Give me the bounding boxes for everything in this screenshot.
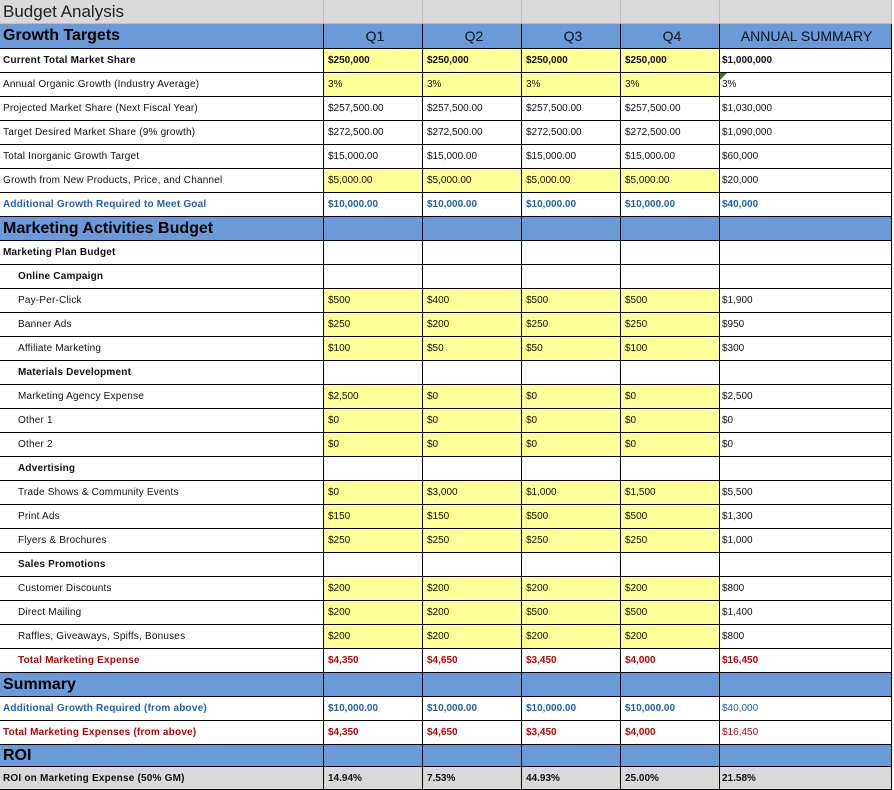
cell-q4[interactable]: $200	[621, 577, 720, 601]
cell-q1[interactable]: $250	[324, 313, 423, 337]
row-label[interactable]: Marketing Plan Budget	[0, 241, 324, 265]
cell-q2[interactable]: $200	[423, 313, 522, 337]
row-label[interactable]: Total Marketing Expense	[0, 649, 324, 673]
cell-q4[interactable]: $272,500.00	[621, 121, 720, 145]
blank-cell[interactable]	[522, 265, 621, 289]
row-label[interactable]: Materials Development	[0, 361, 324, 385]
table-row	[0, 505, 894, 529]
cell-q4[interactable]: $250,000	[621, 49, 720, 73]
cell-summary[interactable]: $0	[720, 409, 892, 433]
cell-q3[interactable]: $250	[522, 313, 621, 337]
blank-cell[interactable]	[720, 673, 892, 697]
cell-q4[interactable]: $4,000	[621, 649, 720, 673]
cell-summary[interactable]: $950	[720, 313, 892, 337]
growth-targets-section-label[interactable]: Growth Targets	[0, 24, 324, 49]
cell-q1[interactable]: $2,500	[324, 385, 423, 409]
row-label[interactable]: Affiliate Marketing	[0, 337, 324, 361]
cell-summary[interactable]: $800	[720, 577, 892, 601]
table-row	[0, 289, 894, 313]
blank-cell[interactable]	[522, 217, 621, 241]
row-label[interactable]: Flyers & Brochures	[0, 529, 324, 553]
row-label[interactable]: Growth from New Products, Price, and Channel	[0, 169, 324, 193]
title-blank-summary[interactable]	[720, 0, 892, 24]
blank-cell[interactable]	[324, 217, 423, 241]
cell-q2[interactable]: $3,000	[423, 481, 522, 505]
row-label[interactable]: Banner Ads	[0, 313, 324, 337]
summary-section-label[interactable]: Summary	[0, 673, 324, 697]
table-row	[0, 337, 894, 361]
cell-q4[interactable]: $500	[621, 289, 720, 313]
cell-q4[interactable]: $10,000.00	[621, 193, 720, 217]
cell-q2[interactable]: $250	[423, 529, 522, 553]
cell-q3[interactable]: $0	[522, 409, 621, 433]
cell-q2[interactable]: $150	[423, 505, 522, 529]
cell-q4[interactable]: $250	[621, 529, 720, 553]
cell-q3[interactable]: $500	[522, 505, 621, 529]
blank-cell[interactable]	[621, 553, 720, 577]
cell-summary[interactable]: $800	[720, 625, 892, 649]
blank-cell[interactable]	[720, 217, 892, 241]
cell-q3[interactable]: $15,000.00	[522, 145, 621, 169]
table-row	[0, 121, 894, 145]
blank-cell[interactable]	[621, 457, 720, 481]
table-row	[0, 457, 894, 481]
cell-q3[interactable]: $200	[522, 577, 621, 601]
table-row	[0, 97, 894, 121]
cell-q2[interactable]: $200	[423, 577, 522, 601]
cell-q4[interactable]: $500	[621, 601, 720, 625]
blank-cell[interactable]	[522, 241, 621, 265]
cell-q4[interactable]: $15,000.00	[621, 145, 720, 169]
blank-cell[interactable]	[720, 457, 892, 481]
blank-cell[interactable]	[423, 217, 522, 241]
marketing-section-header-row	[0, 217, 894, 241]
cell-summary[interactable]	[720, 73, 892, 97]
blank-cell[interactable]	[324, 745, 423, 767]
table-row	[0, 409, 894, 433]
cell-q3[interactable]: $10,000.00	[522, 697, 621, 721]
cell-q3[interactable]: $3,450	[522, 721, 621, 745]
cell-summary[interactable]: 21.58%	[720, 767, 892, 790]
blank-cell[interactable]	[423, 745, 522, 767]
blank-cell[interactable]	[423, 265, 522, 289]
table-row	[0, 577, 894, 601]
blank-cell[interactable]	[423, 361, 522, 385]
table-row	[0, 49, 894, 73]
blank-cell[interactable]	[522, 553, 621, 577]
row-label[interactable]: Target Desired Market Share (9% growth)	[0, 121, 324, 145]
row-label[interactable]: Total Inorganic Growth Target	[0, 145, 324, 169]
cell-q4[interactable]: $0	[621, 433, 720, 457]
cell-q2[interactable]: $200	[423, 601, 522, 625]
row-label[interactable]: Sales Promotions	[0, 553, 324, 577]
cell-summary[interactable]: $1,030,000	[720, 97, 892, 121]
cell-summary[interactable]: $0	[720, 433, 892, 457]
blank-cell[interactable]	[423, 457, 522, 481]
cell-q1[interactable]: 3%	[324, 73, 423, 97]
cell-q3[interactable]: $200	[522, 625, 621, 649]
cell-q3[interactable]: $3,450	[522, 649, 621, 673]
cell-q4[interactable]: $0	[621, 409, 720, 433]
cell-q4[interactable]: $4,000	[621, 721, 720, 745]
cell-q4[interactable]: $1,500	[621, 481, 720, 505]
table-row	[0, 767, 894, 790]
blank-cell[interactable]	[720, 745, 892, 767]
blank-cell[interactable]	[522, 673, 621, 697]
sheet-title[interactable]: Budget Analysis	[0, 0, 324, 24]
cell-q3[interactable]: $10,000.00	[522, 193, 621, 217]
blank-cell[interactable]	[720, 265, 892, 289]
cell-q2[interactable]: $200	[423, 625, 522, 649]
blank-cell[interactable]	[621, 217, 720, 241]
cell-summary[interactable]: $1,000	[720, 529, 892, 553]
table-row	[0, 721, 894, 745]
cell-q2[interactable]: $257,500.00	[423, 97, 522, 121]
cell-q4[interactable]: $500	[621, 505, 720, 529]
blank-cell[interactable]	[621, 673, 720, 697]
blank-cell[interactable]	[621, 361, 720, 385]
blank-cell[interactable]	[423, 553, 522, 577]
blank-cell[interactable]	[720, 241, 892, 265]
summary-section-header-row	[0, 673, 894, 697]
row-label[interactable]: Other 2	[0, 433, 324, 457]
row-label[interactable]: Trade Shows & Community Events	[0, 481, 324, 505]
cell-q1[interactable]: $15,000.00	[324, 145, 423, 169]
cell-summary[interactable]: $300	[720, 337, 892, 361]
row-label[interactable]: Print Ads	[0, 505, 324, 529]
cell-summary[interactable]: $1,090,000	[720, 121, 892, 145]
table-row	[0, 481, 894, 505]
cell-q1[interactable]: $10,000.00	[324, 697, 423, 721]
cell-q4[interactable]: $10,000.00	[621, 697, 720, 721]
column-header-q2[interactable]: Q2	[423, 24, 522, 49]
cell-q3[interactable]: $5,000.00	[522, 169, 621, 193]
blank-cell[interactable]	[324, 457, 423, 481]
row-label[interactable]: Current Total Market Share	[0, 49, 324, 73]
cell-q1[interactable]: $200	[324, 577, 423, 601]
cell-q3[interactable]: $250	[522, 529, 621, 553]
row-label[interactable]: Projected Market Share (Next Fiscal Year)	[0, 97, 324, 121]
row-label[interactable]: Direct Mailing	[0, 601, 324, 625]
row-label[interactable]: Pay-Per-Click	[0, 289, 324, 313]
blank-cell[interactable]	[324, 673, 423, 697]
cell-summary[interactable]: $2,500	[720, 385, 892, 409]
cell-summary[interactable]: $40,000	[720, 697, 892, 721]
blank-cell[interactable]	[324, 361, 423, 385]
cell-q1[interactable]: 14.94%	[324, 767, 423, 790]
cell-q1[interactable]: $200	[324, 601, 423, 625]
cell-summary[interactable]: $5,500	[720, 481, 892, 505]
cell-q2[interactable]: $5,000.00	[423, 169, 522, 193]
cell-q1[interactable]: $272,500.00	[324, 121, 423, 145]
cell-summary[interactable]: $1,300	[720, 505, 892, 529]
column-header-q1[interactable]: Q1	[324, 24, 423, 49]
cell-q3[interactable]: 44.93%	[522, 767, 621, 790]
table-row	[0, 649, 894, 673]
row-label[interactable]: Online Campaign	[0, 265, 324, 289]
cell-q3[interactable]: $272,500.00	[522, 121, 621, 145]
cell-q1[interactable]: $0	[324, 409, 423, 433]
cell-summary[interactable]: $60,000	[720, 145, 892, 169]
cell-q2[interactable]: $250,000	[423, 49, 522, 73]
roi-section-header-row	[0, 745, 894, 767]
table-row	[0, 697, 894, 721]
row-label[interactable]: Customer Discounts	[0, 577, 324, 601]
cell-q3[interactable]: 3%	[522, 73, 621, 97]
cell-q2[interactable]: $0	[423, 409, 522, 433]
row-label[interactable]: Additional Growth Required to Meet Goal	[0, 193, 324, 217]
cell-q2[interactable]: $10,000.00	[423, 697, 522, 721]
cell-q2[interactable]: $400	[423, 289, 522, 313]
cell-summary[interactable]: $1,000,000	[720, 49, 892, 73]
cell-q1[interactable]: $0	[324, 433, 423, 457]
cell-summary[interactable]: $16,450	[720, 721, 892, 745]
cell-q3[interactable]: $0	[522, 385, 621, 409]
growth-targets-header-row	[0, 24, 894, 49]
table-row	[0, 145, 894, 169]
blank-cell[interactable]	[423, 673, 522, 697]
table-row	[0, 433, 894, 457]
blank-cell[interactable]	[522, 745, 621, 767]
title-blank-q3[interactable]	[522, 0, 621, 24]
cell-q1[interactable]: $5,000.00	[324, 169, 423, 193]
blank-cell[interactable]	[324, 265, 423, 289]
title-blank-q1[interactable]	[324, 0, 423, 24]
cell-q4[interactable]: 25.00%	[621, 767, 720, 790]
cell-q1[interactable]: $150	[324, 505, 423, 529]
table-row	[0, 265, 894, 289]
blank-cell[interactable]	[324, 241, 423, 265]
cell-q3[interactable]: $0	[522, 433, 621, 457]
cell-q1[interactable]: $4,350	[324, 649, 423, 673]
cell-summary[interactable]: $20,000	[720, 169, 892, 193]
cell-q1[interactable]: $10,000.00	[324, 193, 423, 217]
row-label[interactable]: Total Marketing Expenses (from above)	[0, 721, 324, 745]
blank-cell[interactable]	[621, 241, 720, 265]
roi-section-label[interactable]: ROI	[0, 745, 324, 767]
cell-q3[interactable]: $500	[522, 601, 621, 625]
table-row	[0, 385, 894, 409]
marketing-section-label[interactable]: Marketing Activities Budget	[0, 217, 324, 241]
title-row	[0, 0, 894, 24]
table-row	[0, 601, 894, 625]
table-row	[0, 553, 894, 577]
table-row	[0, 529, 894, 553]
cell-q1[interactable]: $257,500.00	[324, 97, 423, 121]
column-header-q3[interactable]: Q3	[522, 24, 621, 49]
row-label[interactable]: Raffles, Giveaways, Spiffs, Bonuses	[0, 625, 324, 649]
row-label[interactable]: Marketing Agency Expense	[0, 385, 324, 409]
table-row	[0, 193, 894, 217]
cell-q2[interactable]: $272,500.00	[423, 121, 522, 145]
table-row	[0, 625, 894, 649]
cell-q4[interactable]: $100	[621, 337, 720, 361]
blank-cell[interactable]	[621, 745, 720, 767]
cell-q2[interactable]: $4,650	[423, 721, 522, 745]
cell-q1[interactable]: $500	[324, 289, 423, 313]
column-header-annual-summary[interactable]: ANNUAL SUMMARY	[720, 24, 892, 49]
cell-summary[interactable]: $40,000	[720, 193, 892, 217]
cell-q2[interactable]: $0	[423, 433, 522, 457]
title-blank-q4[interactable]	[621, 0, 720, 24]
blank-cell[interactable]	[522, 361, 621, 385]
cell-q1[interactable]: $250,000	[324, 49, 423, 73]
cell-q4[interactable]: $250	[621, 313, 720, 337]
table-row	[0, 241, 894, 265]
cell-q1[interactable]: $250	[324, 529, 423, 553]
blank-cell[interactable]	[720, 553, 892, 577]
title-blank-q2[interactable]	[423, 0, 522, 24]
row-label[interactable]: Advertising	[0, 457, 324, 481]
cell-q3[interactable]: $500	[522, 289, 621, 313]
cell-q4[interactable]: 3%	[621, 73, 720, 97]
cell-q1[interactable]: $100	[324, 337, 423, 361]
cell-summary[interactable]: $16,450	[720, 649, 892, 673]
cell-q4[interactable]: $5,000.00	[621, 169, 720, 193]
cell-q1[interactable]: $0	[324, 481, 423, 505]
cell-q2[interactable]: 3%	[423, 73, 522, 97]
cell-q2[interactable]: $50	[423, 337, 522, 361]
row-label[interactable]: Other 1	[0, 409, 324, 433]
cell-q3[interactable]: $257,500.00	[522, 97, 621, 121]
cell-summary[interactable]: $1,400	[720, 601, 892, 625]
row-label[interactable]: ROI on Marketing Expense (50% GM)	[0, 767, 324, 790]
cell-q4[interactable]: $200	[621, 625, 720, 649]
column-header-q4[interactable]: Q4	[621, 24, 720, 49]
cell-q4[interactable]: $257,500.00	[621, 97, 720, 121]
blank-cell[interactable]	[720, 361, 892, 385]
table-row	[0, 169, 894, 193]
blank-cell[interactable]	[522, 457, 621, 481]
table-row	[0, 361, 894, 385]
cell-q1[interactable]: $4,350	[324, 721, 423, 745]
cell-q2[interactable]: $0	[423, 385, 522, 409]
blank-cell[interactable]	[621, 265, 720, 289]
cell-q2[interactable]: $10,000.00	[423, 193, 522, 217]
comment-indicator-icon	[720, 73, 727, 80]
blank-cell[interactable]	[324, 553, 423, 577]
blank-cell[interactable]	[423, 241, 522, 265]
table-row	[0, 313, 894, 337]
row-label[interactable]: Additional Growth Required (from above)	[0, 697, 324, 721]
cell-q3[interactable]: $50	[522, 337, 621, 361]
cell-q3[interactable]: $250,000	[522, 49, 621, 73]
cell-q3[interactable]: $1,000	[522, 481, 621, 505]
cell-summary-value: 3%	[722, 79, 737, 90]
cell-q2[interactable]: $15,000.00	[423, 145, 522, 169]
cell-q1[interactable]: $200	[324, 625, 423, 649]
cell-q4[interactable]: $0	[621, 385, 720, 409]
cell-summary[interactable]: $1,900	[720, 289, 892, 313]
row-label[interactable]: Annual Organic Growth (Industry Average)	[0, 73, 324, 97]
cell-q2[interactable]: 7.53%	[423, 767, 522, 790]
cell-q2[interactable]: $4,650	[423, 649, 522, 673]
table-row	[0, 73, 894, 97]
